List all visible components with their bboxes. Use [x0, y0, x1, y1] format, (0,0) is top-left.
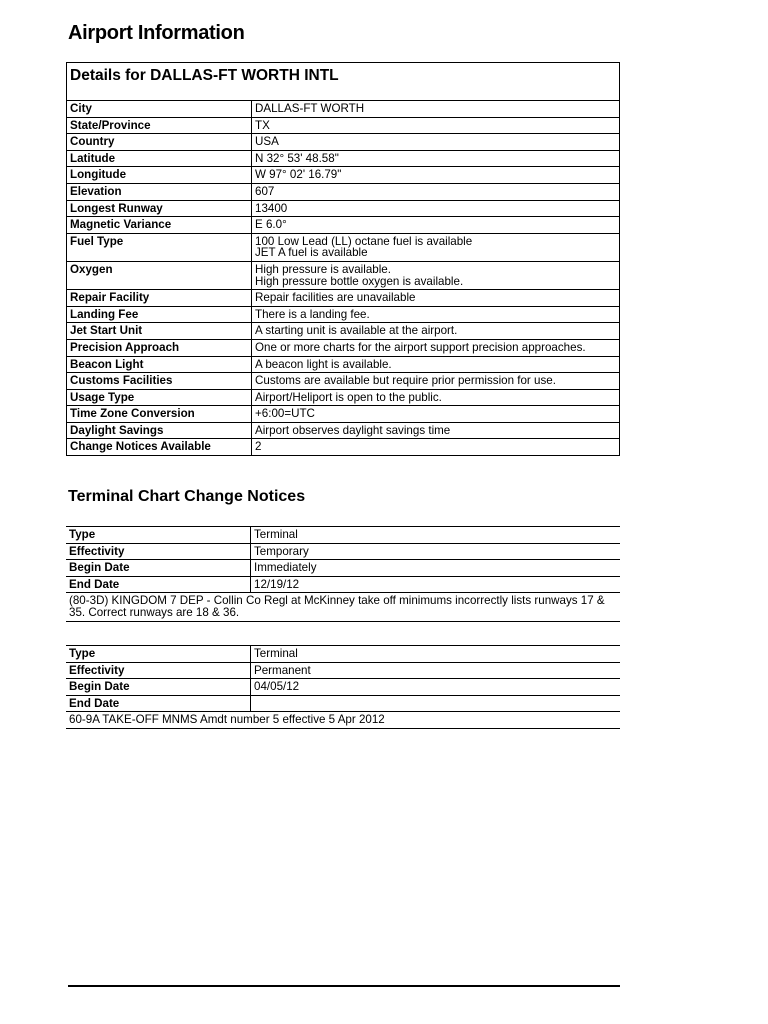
section-title-change-notices: Terminal Chart Change Notices [68, 488, 306, 505]
detail-row [67, 373, 619, 390]
notice-key: Effectivity [66, 543, 251, 560]
notice-value: Terminal [251, 646, 621, 662]
notice-value: Immediately [251, 560, 621, 577]
detail-value-line: 100 Low Lead (LL) octane fuel is available [255, 234, 473, 248]
detail-row [67, 422, 619, 439]
detail-value: N 32° 53' 48.58" [252, 150, 620, 167]
notice-value: 12/19/12 [251, 576, 621, 593]
detail-key: Change Notices Available [67, 439, 252, 456]
detail-key: Time Zone Conversion [67, 406, 252, 423]
detail-row [67, 389, 619, 406]
notice-key: Type [66, 527, 251, 543]
detail-row [67, 339, 619, 356]
detail-value [252, 233, 620, 261]
detail-value: 607 [252, 183, 620, 200]
detail-row [67, 150, 619, 167]
detail-row [67, 233, 619, 261]
detail-key: Landing Fee [67, 306, 252, 323]
detail-value: W 97° 02' 16.79" [252, 167, 620, 184]
detail-key: Daylight Savings [67, 422, 252, 439]
change-notice-2 [66, 645, 620, 729]
detail-value: A beacon light is available. [252, 356, 620, 373]
detail-row [67, 439, 619, 456]
detail-value: One or more charts for the airport support precision approaches. [252, 339, 620, 356]
detail-row [67, 261, 619, 289]
notice-row [66, 560, 620, 577]
detail-key: Usage Type [67, 389, 252, 406]
detail-row [67, 200, 619, 217]
detail-value: There is a landing fee. [252, 306, 620, 323]
details-rows [67, 101, 619, 456]
notice-value: Temporary [251, 543, 621, 560]
detail-value: Customs are available but require prior permission for use. [252, 373, 620, 390]
detail-row [67, 356, 619, 373]
detail-value: USA [252, 134, 620, 151]
notice-row [66, 662, 620, 679]
notice-row [66, 679, 620, 696]
detail-row [67, 306, 619, 323]
footer-rule [68, 985, 620, 987]
notice-value [251, 695, 621, 712]
detail-key: Latitude [67, 150, 252, 167]
notice-key: Begin Date [66, 679, 251, 696]
notice-value: 04/05/12 [251, 679, 621, 696]
notice-description-line: (80-3D) KINGDOM 7 DEP - Collin Co Regl at McKinney take off minimums incorrectly lists runways 17 & [69, 594, 605, 608]
notice-key: Begin Date [66, 560, 251, 577]
detail-value: 13400 [252, 200, 620, 217]
detail-key: Customs Facilities [67, 373, 252, 390]
notice-key: Effectivity [66, 662, 251, 679]
notice-description-line: 60-9A TAKE-OFF MNMS Amdt number 5 effective 5 Apr 2012 [69, 713, 385, 727]
detail-key: City [67, 101, 252, 117]
notice-row [66, 527, 620, 543]
detail-key: Longest Runway [67, 200, 252, 217]
detail-row [67, 101, 619, 117]
detail-row [67, 134, 619, 151]
detail-value: Repair facilities are unavailable [252, 290, 620, 307]
detail-value-line: JET A fuel is available [255, 246, 368, 260]
detail-row [67, 167, 619, 184]
detail-key: Oxygen [67, 261, 252, 289]
detail-row [67, 406, 619, 423]
notice-row [66, 576, 620, 593]
notice-key: End Date [66, 695, 251, 712]
detail-value: +6:00=UTC [252, 406, 620, 423]
notice-key: End Date [66, 576, 251, 593]
notice-row [66, 646, 620, 662]
page-title: Airport Information [68, 22, 245, 44]
detail-key: Fuel Type [67, 233, 252, 261]
details-heading: Details for DALLAS-FT WORTH INTL [67, 63, 619, 101]
detail-key: Longitude [67, 167, 252, 184]
detail-key: Elevation [67, 183, 252, 200]
detail-key: Jet Start Unit [67, 323, 252, 340]
detail-row [67, 217, 619, 234]
detail-key: Magnetic Variance [67, 217, 252, 234]
detail-value: Airport observes daylight savings time [252, 422, 620, 439]
detail-row [67, 117, 619, 134]
notice-rows [66, 527, 620, 593]
detail-value: DALLAS-FT WORTH [252, 101, 620, 117]
notice-description [66, 593, 620, 621]
notice-row [66, 543, 620, 560]
detail-row [67, 323, 619, 340]
detail-value: TX [252, 117, 620, 134]
notice-row [66, 695, 620, 712]
detail-value-line: High pressure bottle oxygen is available. [255, 274, 464, 288]
detail-value: E 6.0° [252, 217, 620, 234]
detail-value: 2 [252, 439, 620, 456]
detail-key: Country [67, 134, 252, 151]
change-notice-1 [66, 526, 620, 622]
detail-value: A starting unit is available at the airport. [252, 323, 620, 340]
detail-value-line: High pressure is available. [255, 262, 391, 276]
notice-value: Permanent [251, 662, 621, 679]
detail-key: Repair Facility [67, 290, 252, 307]
notice-key: Type [66, 646, 251, 662]
notice-description-line: 35. Correct runways are 18 & 36. [69, 605, 240, 619]
notice-description [66, 712, 620, 729]
notice-rows [66, 646, 620, 712]
detail-key: Beacon Light [67, 356, 252, 373]
detail-value: Airport/Heliport is open to the public. [252, 389, 620, 406]
detail-key: State/Province [67, 117, 252, 134]
detail-row [67, 290, 619, 307]
notice-value: Terminal [251, 527, 621, 543]
airport-details-table [66, 62, 620, 456]
detail-key: Precision Approach [67, 339, 252, 356]
detail-value [252, 261, 620, 289]
detail-row [67, 183, 619, 200]
